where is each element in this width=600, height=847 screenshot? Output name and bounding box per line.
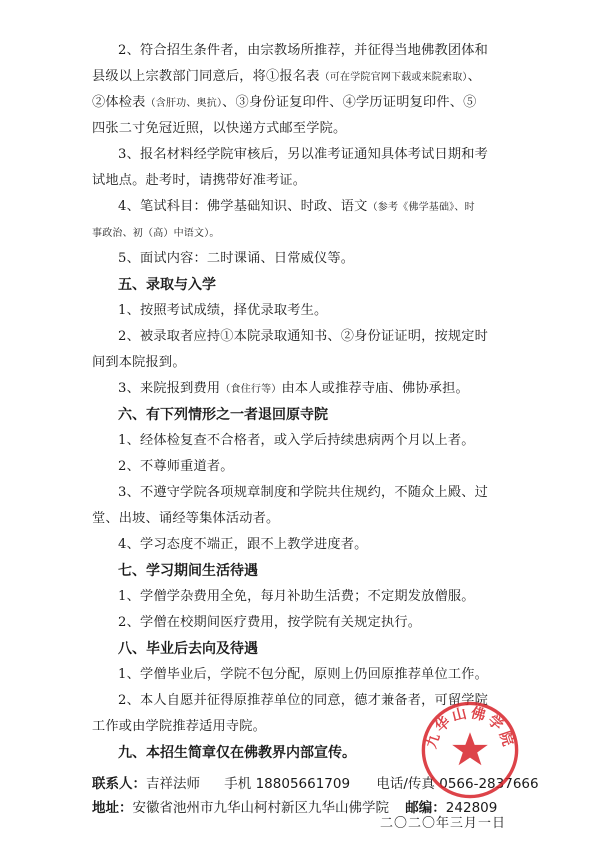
text-line: 1、学僧学杂费用全免，每月补助生活费；不定期发放僧服。 [118, 589, 475, 604]
text-line: 4、学习态度不端正，跟不上教学进度者。 [118, 537, 368, 552]
section-heading-6: 六、有下列情形之一者退回原寺院 [118, 407, 328, 423]
text-span: 4、笔试科目：佛学基础知识、时政、语文 [118, 199, 368, 214]
seal-text: 九华山佛学院 [423, 705, 517, 751]
text-line: 2、本人自愿并征得原推荐单位的同意，德才兼备者，可留学院 [118, 693, 489, 708]
text-line: 四张二寸免冠近照，以快递方式邮至学院。 [92, 121, 347, 136]
address: 安徽省池州市九华山柯村新区九华山佛学院 [132, 800, 389, 816]
text-line: 间到本院报到。 [92, 355, 186, 370]
text-line: 3、报名材料经学院审核后，另以准考证通知具体考试日期和考 [118, 147, 489, 162]
address-label: 地址： [92, 800, 133, 816]
text-line: 1、经体检复查不合格者，或入学后持续患病两个月以上者。 [118, 433, 475, 448]
text-line: 1、学僧毕业后，学院不包分配，原则上仍回原推荐单位工作。 [118, 667, 489, 682]
small-note: （含肝功、奥抗） [145, 98, 223, 109]
text-line: 堂、出坡、诵经等集体活动者。 [92, 511, 280, 526]
text-span: 、 [467, 69, 481, 84]
document-date: 二〇二〇年三月一日 [380, 816, 507, 831]
tel-number: 0566-2837666 [439, 776, 539, 792]
section-heading-9: 九、本招生简章仅在佛教界内部宣传。 [118, 745, 356, 761]
text-line: 试地点。赴考时，请携带好准考证。 [92, 173, 307, 188]
small-note: （食住行等） [220, 384, 282, 395]
zip-label: 邮编： [405, 800, 446, 816]
small-note: （可在学院官网下载或来院索取） [319, 72, 468, 83]
section-heading-5: 五、录取与入学 [118, 277, 216, 293]
text-line: 5、面试内容：二时课诵、日常威仪等。 [118, 251, 355, 266]
phone-label: 手机 [224, 776, 252, 792]
text-span: 、③身份证复印件、④学历证明复印件、⑤ [222, 95, 477, 110]
section-heading-7: 七、学习期间生活待遇 [118, 563, 258, 579]
official-seal-icon [420, 700, 520, 800]
text-span: 由本人或推荐寺庙、佛协承担。 [281, 381, 469, 396]
text-span: 3、来院报到费用 [118, 381, 221, 396]
text-line: 3、不遵守学院各项规章制度和学院共住规约，不随众上殿、过 [118, 485, 489, 500]
phone-number: 18805661709 [255, 776, 351, 792]
small-note: （参考《佛学基础》、时 [367, 202, 475, 213]
text-line: 工作或由学院推荐适用寺院。 [92, 719, 267, 734]
text-span: ②体检表 [92, 95, 146, 110]
contact-person-label: 联系人： [92, 776, 146, 792]
text-line [92, 376, 512, 403]
text-line: 2、符合招生条件者，由宗教场所推荐，并征得当地佛教团体和 [118, 43, 489, 58]
text-line [92, 90, 512, 117]
text-span: 县级以上宗教部门同意后，将①报名表 [92, 69, 320, 84]
contact-person: 吉祥法师 [146, 776, 200, 792]
tel-label: 电话/传真 [376, 776, 435, 792]
text-line [92, 64, 512, 91]
section-heading-8: 八、毕业后去向及待遇 [118, 641, 258, 657]
small-note: 事政治、初（高）中语文）。 [92, 228, 220, 239]
text-line [92, 220, 512, 247]
text-line: 1、按照考试成绩，择优录取考生。 [118, 303, 328, 318]
zip-code: 242809 [445, 800, 498, 816]
text-line: 2、不尊师重道者。 [118, 459, 234, 474]
text-line: 2、被录取者应持①本院录取通知书、②身份证证明，按规定时 [118, 329, 489, 344]
text-line: 2、学僧在校期间医疗费用，按学院有关规定执行。 [118, 615, 422, 630]
text-line [92, 194, 512, 221]
